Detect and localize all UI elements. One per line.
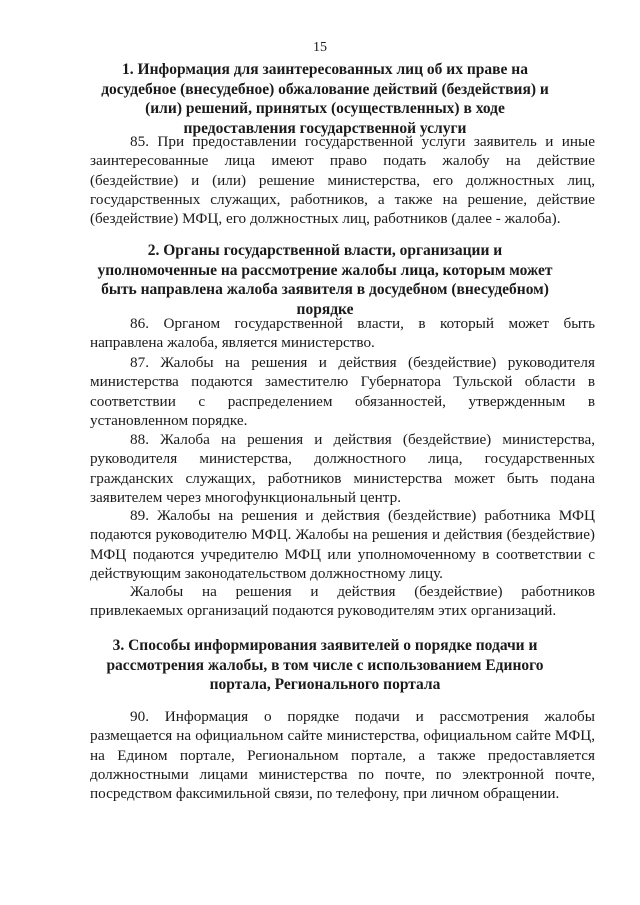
section-2-heading: 2. Органы государственной власти, организации и уполномоченные на рассмотрение жалобы лица, которым может быть направлена жалоба заявителя в досудебном (внесудебном) порядке [97,242,553,318]
paragraph-89: 89. Жалобы на решения и действия (бездействие) работника МФЦ подаются руководителю МФЦ. Жалобы на решения и действия (бездействие) МФЦ подаются учредителю МФЦ или уполномоченному в соответствии с действующим законодательством должностному лицу. [90,507,595,582]
section-1-heading: 1. Информация для заинтересованных лиц об их праве на досудебное (внесудебное) обжалование действий (бездействия) и (или) решений, принятых (осуществленных) в ходе предоставления государственной услуги [101,61,549,137]
paragraph-87: 87. Жалобы на решения и действия (бездействие) руководителя министерства подаются заместителю Губернатора Тульской области в соответствии с распределением обязанностей, утвержденным в установленном порядке. [90,354,595,429]
paragraph-85: 85. При предоставлении государственной услуги заявитель и иные заинтересованные лица имеют право подать жалобу на действие (бездействие) и (или) решение министерства, его должностных лиц, государственных служащих, работников, а также на решение, действие (бездействие) МФЦ, его должностных лиц, работников (далее - жалоба). [90,133,595,228]
paragraph-88: 88. Жалоба на решения и действия (бездействие) министерства, руководителя министерства, должностного лица, государственных гражданских служащих, работников министерства может быть подана заявителем через многофункциональный центр. [90,431,595,506]
paragraph-89-continuation: Жалобы на решения и действия (бездействие) работников привлекаемых организаций подаются руководителям этих организаций. [90,583,595,620]
paragraph-86: 86. Органом государственной власти, в который может быть направлена жалоба, является министерство. [90,315,595,352]
page-number: 15 [313,40,327,55]
paragraph-90: 90. Информация о порядке подачи и рассмотрения жалобы размещается на официальном сайте министерства, официальном сайте МФЦ, на Едином портале, Региональном портале, а также предоставляется должностными лицами министерства по почте, по электронной почте, посредством факсимильной связи, по телефону, при личном обращении. [90,708,595,803]
section-3-heading: 3. Способы информирования заявителей о порядке подачи и рассмотрения жалобы, в том числе с использованием Единого портала, Регионального портала [106,637,544,693]
